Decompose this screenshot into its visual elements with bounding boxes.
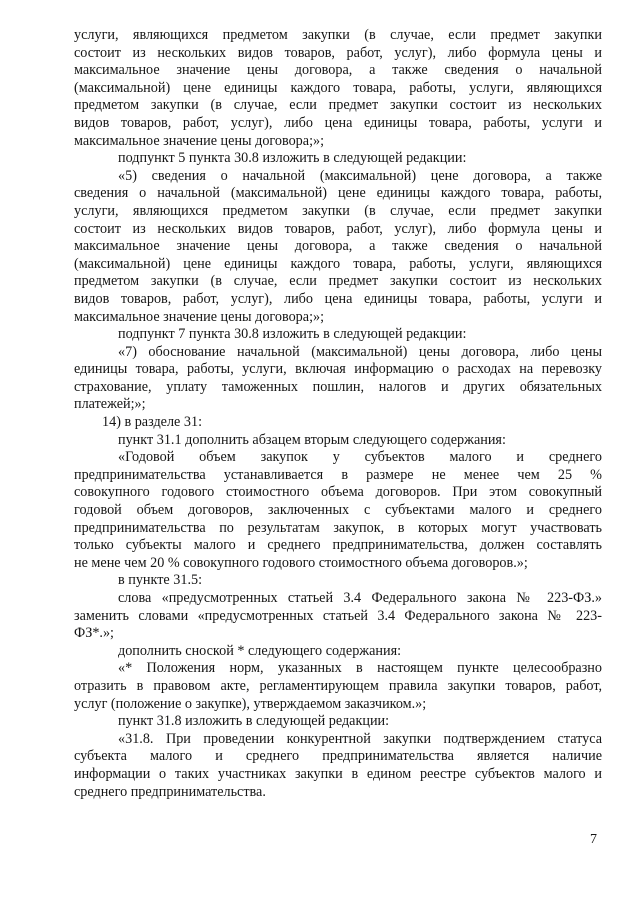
text-line: «5) сведения о начальной (максимальной) цене договора, а также	[118, 167, 602, 184]
text-line: сведения о начальной (максимальной) цене единицы каждого товара, работы,	[74, 185, 602, 202]
text-line: подпункт 7 пункта 30.8 изложить в следующей редакции:	[118, 326, 467, 343]
text-line: максимальное значение цены договора, а также сведения о начальной	[74, 238, 602, 255]
text-line: в пункте 31.5:	[118, 572, 203, 589]
text-line: подпункт 5 пункта 30.8 изложить в следующей редакции:	[118, 150, 467, 167]
text-line: среднего предпринимательства.	[74, 783, 266, 800]
text-line: предпринимательства по результатам закупок, в которых могут участвовать	[74, 519, 602, 536]
text-line: только субъекты малого и среднего предпринимательства, должен составлять	[74, 537, 602, 554]
text-line: «Годовой объем закупок у субъектов малого и среднего	[118, 449, 602, 466]
text-line: дополнить сноской * следующего содержания:	[118, 642, 402, 659]
text-line: максимальное значение цены договора;»;	[74, 132, 325, 149]
text-line: видов товаров, работ, услуг), либо цена единицы товара, работы, услуги и	[74, 114, 602, 131]
text-line: заменить словами «предусмотренных статьей 3.4 Федерального закона № 223-	[74, 607, 602, 624]
text-line: страхование, уплату таможенных пошлин, налогов и других обязательных	[74, 378, 602, 395]
text-line: совокупного годового стоимостного объема договоров. При этом совокупный	[74, 484, 602, 501]
text-line: не мене чем 20 % совокупного годового стоимостного объема договоров.»;	[74, 554, 528, 571]
text-line: «7) обоснование начальной (максимальной) цены договора, либо цены	[118, 343, 602, 360]
document-body	[74, 27, 602, 801]
text-line: услуги, являющихся предметом закупки (в случае, если предмет закупки	[74, 202, 602, 219]
text-line: «* Положения норм, указанных в настоящем пункте целесообразно	[118, 660, 602, 677]
text-line: отразить в правовом акте, регламентирующем правила закупки товаров, работ,	[74, 677, 602, 694]
text-line: единицы товара, работы, услуги, включая информацию о расходах на перевозку	[74, 361, 602, 378]
text-line: годовой объем договоров, заключенных с субъектами малого и среднего	[74, 502, 602, 519]
text-line: ФЗ*.»;	[74, 625, 114, 642]
text-line: пункт 31.1 дополнить абзацем вторым следующего содержания:	[118, 431, 506, 448]
text-line: видов товаров, работ, услуг), либо цена единицы товара, работы, услуги и	[74, 290, 602, 307]
text-line: услуг (положение о закупке), утверждаемом заказчиком.»;	[74, 695, 427, 712]
text-line: услуги, являющихся предметом закупки (в случае, если предмет закупки	[74, 27, 602, 43]
text-line: (максимальной) цене единицы каждого товара, работы, услуги, являющихся	[74, 79, 602, 96]
text-line: максимальное значение цены договора, а также сведения о начальной	[74, 62, 602, 79]
text-line: предметом закупки (в случае, если предмет закупки состоит из нескольких	[74, 97, 602, 114]
text-line: слова «предусмотренных статьей 3.4 Федерального закона № 223-ФЗ.»	[118, 590, 602, 606]
text-line: состоит из нескольких видов товаров, работ, услуг), либо формула цены и	[74, 220, 602, 237]
text-line: информации о таких участниках закупки в едином реестре субъектов малого и	[74, 765, 602, 782]
text-line: субъекта малого и среднего предпринимательства является наличие	[74, 748, 602, 765]
text-line: платежей;»;	[74, 396, 146, 413]
page-number: 7	[590, 832, 597, 847]
text-line: состоит из нескольких видов товаров, работ, услуг), либо формула цены и	[74, 44, 602, 61]
text-line: предпринимательства устанавливается в размере не менее чем 25 %	[74, 466, 602, 483]
text-line: 14) в разделе 31:	[102, 414, 203, 431]
text-line: (максимальной) цене единицы каждого товара, работы, услуги, являющихся	[74, 255, 602, 272]
text-line: предметом закупки (в случае, если предмет закупки состоит из нескольких	[74, 273, 602, 290]
text-line: пункт 31.8 изложить в следующей редакции:	[118, 713, 390, 730]
text-line: «31.8. При проведении конкурентной закупки подтверждением статуса	[118, 730, 602, 747]
text-line: максимальное значение цены договора;»;	[74, 308, 325, 325]
